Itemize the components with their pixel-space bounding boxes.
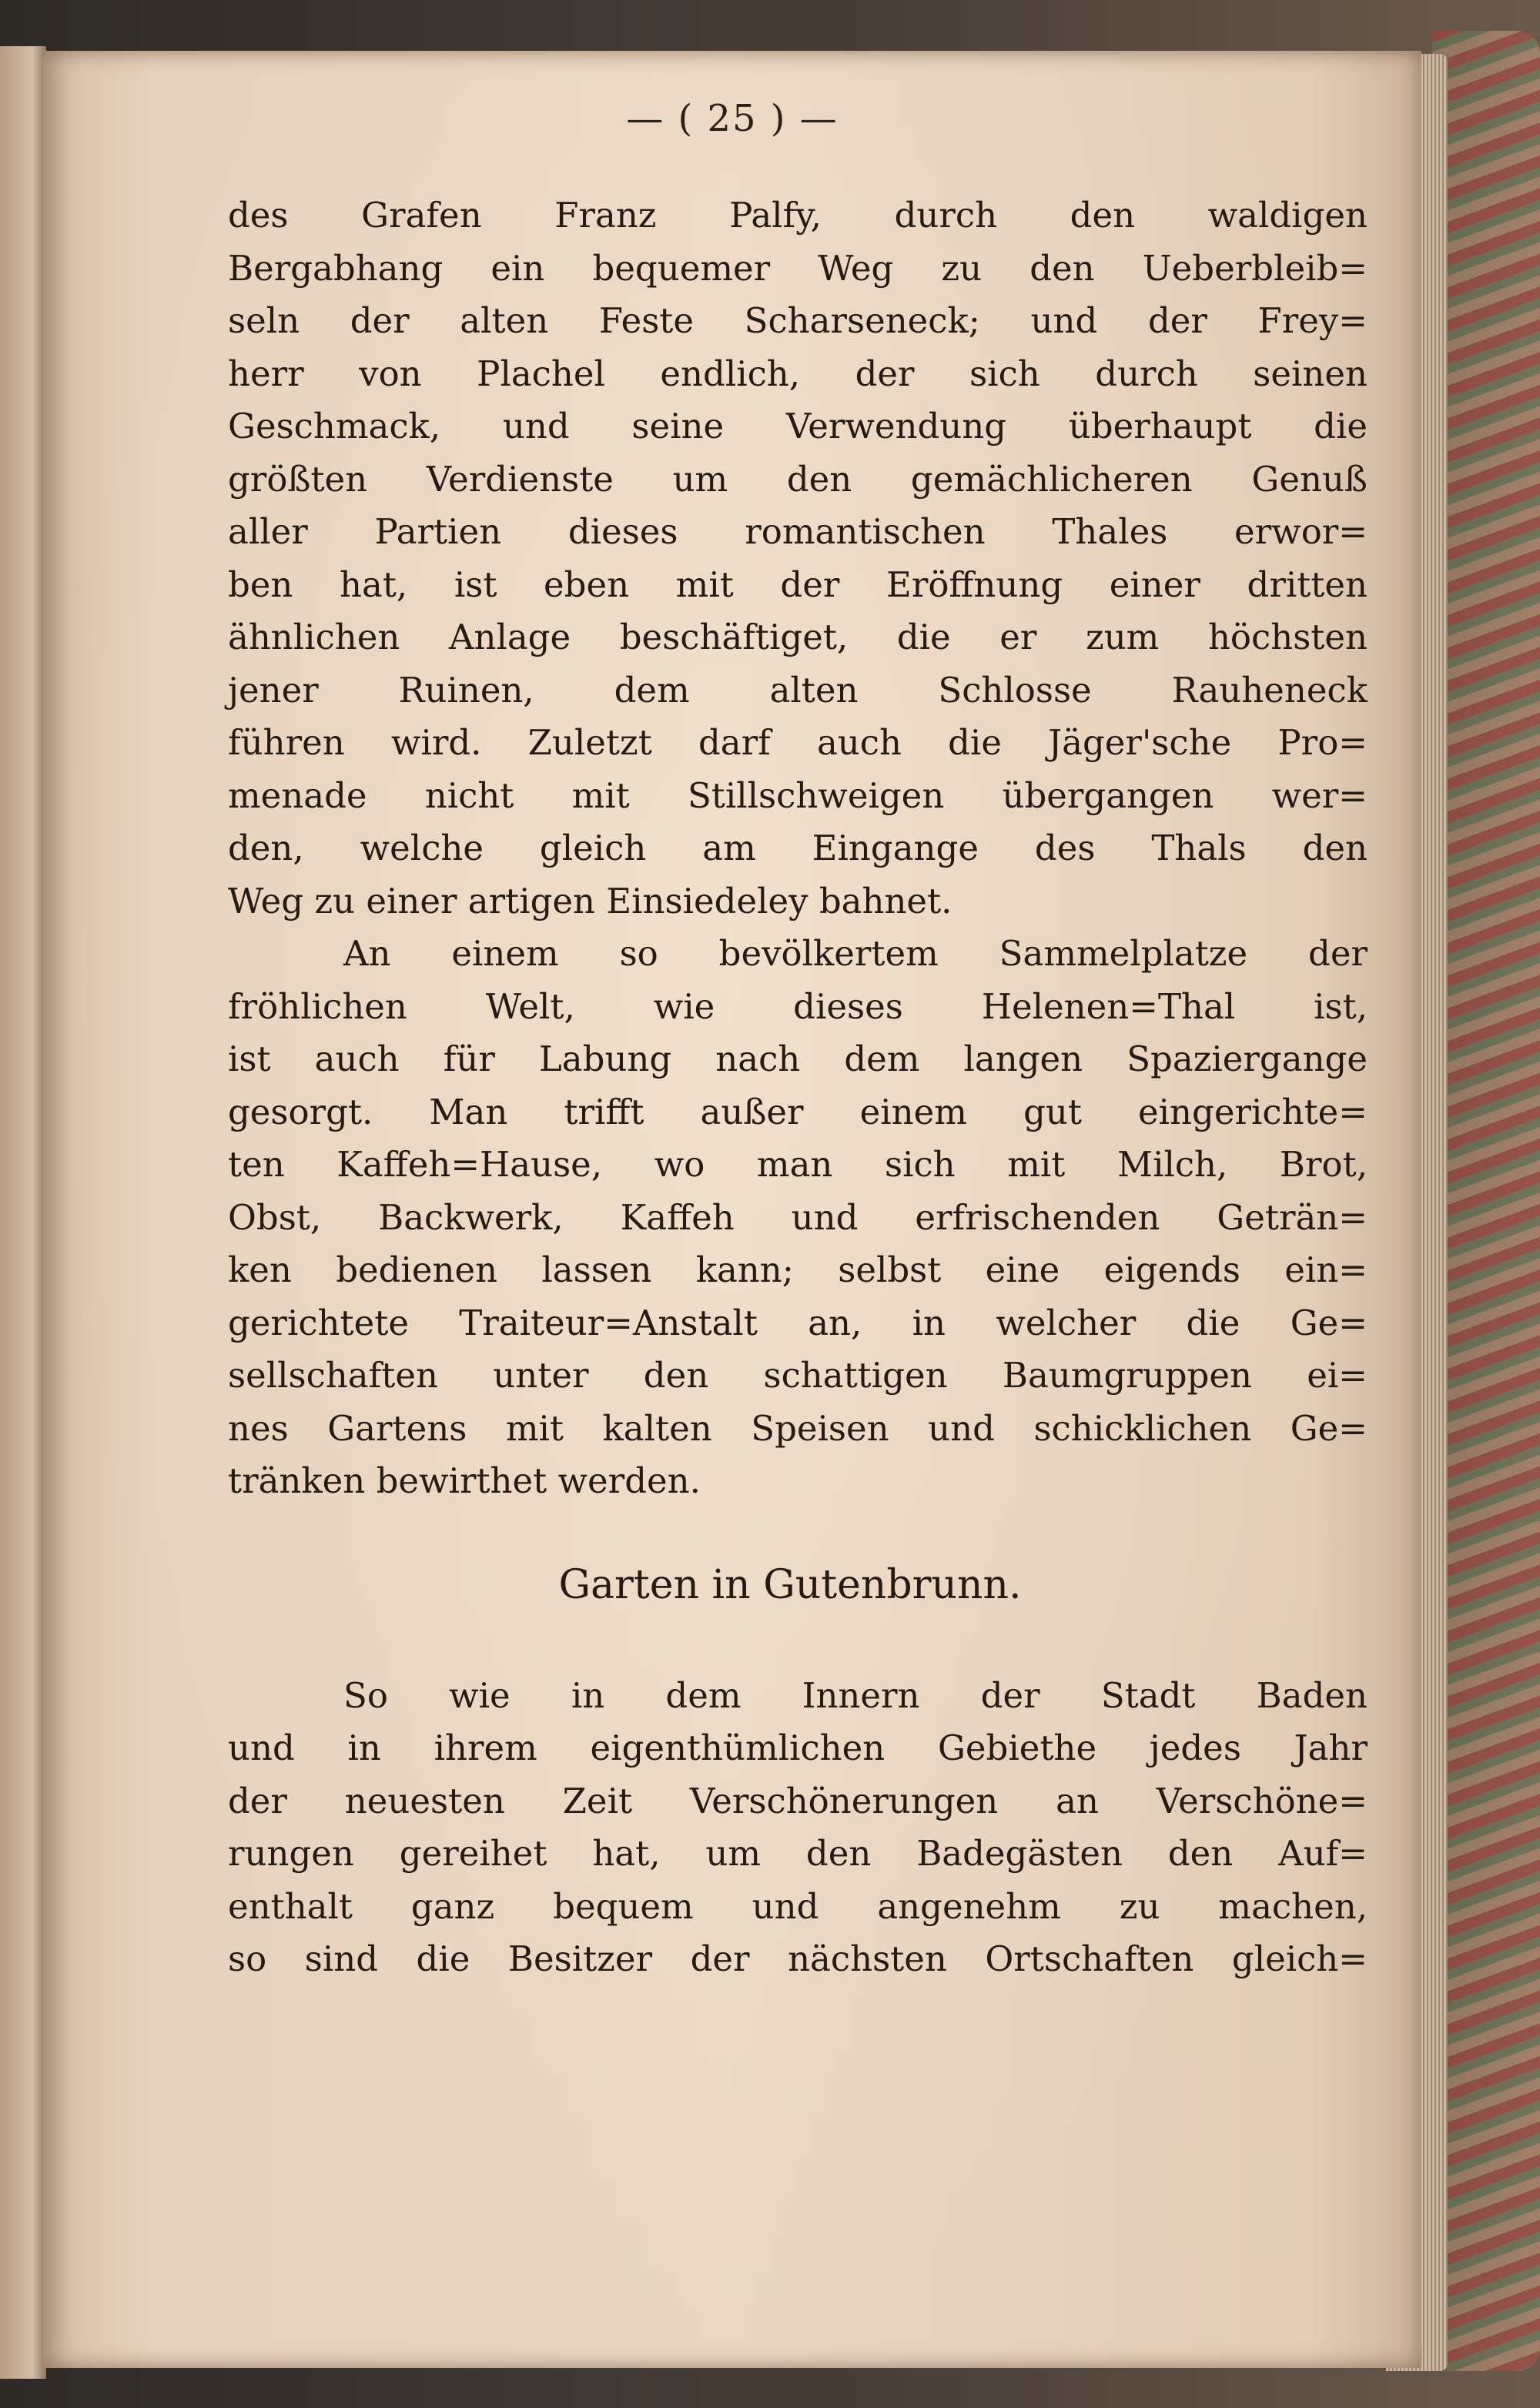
marbled-book-cover xyxy=(1432,31,1540,2371)
paragraph-helenenthal xyxy=(228,928,1368,1508)
text-line: herr von Plachel endlich, der sich durch seinen xyxy=(228,353,1368,394)
paragraph-gutenbrunn xyxy=(228,1670,1368,1986)
text-line: den, welche gleich am Eingange des Thals den xyxy=(228,828,1368,868)
text-line: gesorgt. Man trifft außer einem gut eingerichte= xyxy=(228,1091,1368,1132)
page-text xyxy=(228,189,1368,1986)
text-line: Obst, Backwerk, Kaffeh und erfrischenden Geträn= xyxy=(228,1196,1368,1238)
text-line: ist auch für Labung nach dem langen Spaziergange xyxy=(228,1038,1368,1079)
text-line: Weg zu einer artigen Einsiedeley bahnet. xyxy=(228,880,952,921)
page-number: — ( 25 ) — xyxy=(626,97,839,140)
book-page xyxy=(43,51,1421,2368)
left-page-edge xyxy=(0,46,46,2379)
paragraph-continued xyxy=(228,189,1368,928)
text-line: seln der alten Feste Scharseneck; und der Frey= xyxy=(228,300,1368,341)
text-line: so sind die Besitzer der nächsten Ortschaften gleich= xyxy=(228,1938,1368,1979)
text-line: nes Gartens mit kalten Speisen und schicklichen Ge= xyxy=(228,1407,1368,1449)
text-line: fröhlichen Welt, wie dieses Helenen=Thal ist, xyxy=(228,985,1368,1027)
text-line: größten Verdienste um den gemächlicheren Genuß xyxy=(228,458,1368,500)
text-line: jener Ruinen, dem alten Schlosse Rauheneck xyxy=(228,669,1368,711)
text-line: ähnlichen Anlage beschäftiget, die er zum höchsten xyxy=(228,617,1368,657)
text-line: gerichtete Traiteur=Anstalt an, in welcher die Ge= xyxy=(228,1302,1368,1343)
text-line: An einem so bevölkertem Sammelplatze der xyxy=(343,933,1368,974)
text-line: sellschaften unter den schattigen Baumgruppen ei= xyxy=(228,1355,1368,1396)
text-line: So wie in dem Innern der Stadt Baden xyxy=(343,1674,1368,1716)
text-line: führen wird. Zuletzt darf auch die Jäger'sche Pro= xyxy=(228,722,1368,763)
text-line: ken bedienen lassen kann; selbst eine eigends ein= xyxy=(228,1249,1368,1290)
text-line: der neuesten Zeit Verschönerungen an Verschöne= xyxy=(228,1780,1368,1821)
text-line: aller Partien dieses romantischen Thales erwor= xyxy=(228,511,1368,552)
text-line: ben hat, ist eben mit der Eröffnung einer dritten xyxy=(228,564,1368,605)
text-line: des Grafen Franz Palfy, durch den waldigen xyxy=(228,195,1368,236)
text-line: tränken bewirthet werden. xyxy=(228,1460,701,1501)
text-line: Geschmack, und seine Verwendung überhaupt die xyxy=(228,406,1368,446)
text-line: menade nicht mit Stillschweigen übergangen wer= xyxy=(228,774,1368,816)
text-line: enthalt ganz bequem und angenehm zu machen, xyxy=(228,1885,1368,1927)
text-line: und in ihrem eigenthümlichen Gebiethe jedes Jahr xyxy=(228,1727,1368,1768)
text-line: rungen gereihet hat, um den Badegästen den Auf= xyxy=(228,1833,1368,1874)
text-line: Bergabhang ein bequemer Weg zu den Ueberbleib= xyxy=(228,247,1368,289)
section-heading: Garten in Gutenbrunn. xyxy=(558,1561,1022,1608)
text-line: ten Kaffeh=Hause, wo man sich mit Milch, Brot, xyxy=(228,1144,1368,1185)
